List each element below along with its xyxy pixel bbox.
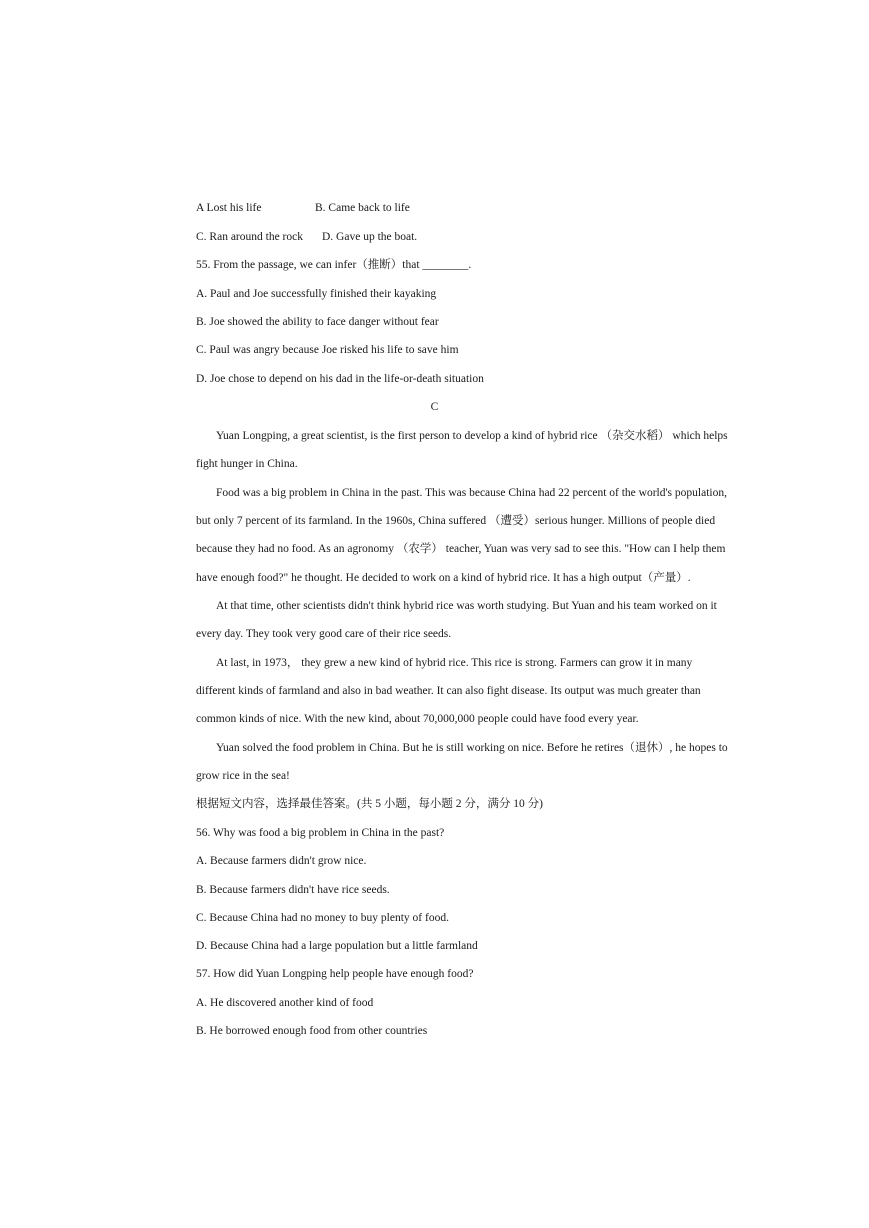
passage-p1-line1: Yuan Longping, a great scientist, is the first person to develop a kind of hybrid rice （杂交水稻） which helps — [216, 430, 728, 442]
q55-option-a: A. Paul and Joe successfully finished their kayaking — [196, 288, 437, 300]
q57-option-a: A. He discovered another kind of food — [196, 997, 374, 1009]
q55-option-c: C. Paul was angry because Joe risked his life to save him — [196, 344, 459, 356]
q54-option-a: A Lost his life — [196, 202, 262, 214]
q56-option-d: D. Because China had a large population but a little farmland — [196, 940, 478, 952]
q56-option-c: C. Because China had no money to buy plenty of food. — [196, 912, 449, 924]
section-heading-c: C — [430, 401, 439, 413]
passage-p4-line2: different kinds of farmland and also in bad weather. It can also fight disease. Its output was much greater than — [196, 685, 701, 697]
q55-option-d: D. Joe chose to depend on his dad in the life-or-death situation — [196, 373, 484, 385]
passage-p1-line2: fight hunger in China. — [196, 458, 298, 470]
passage-p3-line1: At that time, other scientists didn't think hybrid rice was worth studying. But Yuan and his team worked on it — [216, 600, 717, 612]
q54-option-row-1 — [196, 201, 410, 215]
q54-option-d: D. Gave up the boat. — [322, 231, 418, 243]
q57-stem: 57. How did Yuan Longping help people have enough food? — [196, 968, 474, 980]
q55-option-b: B. Joe showed the ability to face danger without fear — [196, 316, 439, 328]
passage-p3-line2: every day. They took very good care of their rice seeds. — [196, 628, 452, 640]
passage-p2-line2: but only 7 percent of its farmland. In the 1960s, China suffered （遭受）serious hunger. Millions of people died — [196, 515, 716, 527]
passage-p5-line2: grow rice in the sea! — [196, 770, 290, 782]
q54-option-c: C. Ran around the rock — [196, 231, 303, 243]
q57-option-b: B. He borrowed enough food from other countries — [196, 1025, 428, 1037]
q54-option-b: B. Came back to life — [315, 202, 410, 214]
instructions: 根据短文内容，选择最佳答案。(共 5 小题，每小题 2 分，满分 10 分) — [196, 798, 543, 810]
q55-stem: 55. From the passage, we can infer（推断）that ________. — [196, 259, 472, 271]
passage-p2-line4: have enough food?" he thought. He decided to work on a kind of hybrid rice. It has a high output（产量）. — [196, 572, 691, 584]
q54-option-row-2 — [196, 230, 418, 244]
passage-p2-line3: because they had no food. As an agronomy （农学） teacher, Yuan was very sad to see this. "How can I help them — [196, 543, 726, 555]
passage-p2-line1: Food was a big problem in China in the past. This was because China had 22 percent of the world's population, — [216, 487, 727, 499]
q56-option-a: A. Because farmers didn't grow nice. — [196, 855, 367, 867]
passage-p4-line1: At last, in 1973， they grew a new kind of hybrid rice. This rice is strong. Farmers can grow it in many — [216, 657, 693, 669]
q56-option-b: B. Because farmers didn't have rice seeds. — [196, 884, 390, 896]
passage-p5-line1: Yuan solved the food problem in China. But he is still working on nice. Before he retires（退休）, he hopes to — [216, 742, 728, 754]
q56-stem: 56. Why was food a big problem in China in the past? — [196, 827, 445, 839]
passage-p4-line3: common kinds of nice. With the new kind, about 70,000,000 people could have food every year. — [196, 713, 639, 725]
